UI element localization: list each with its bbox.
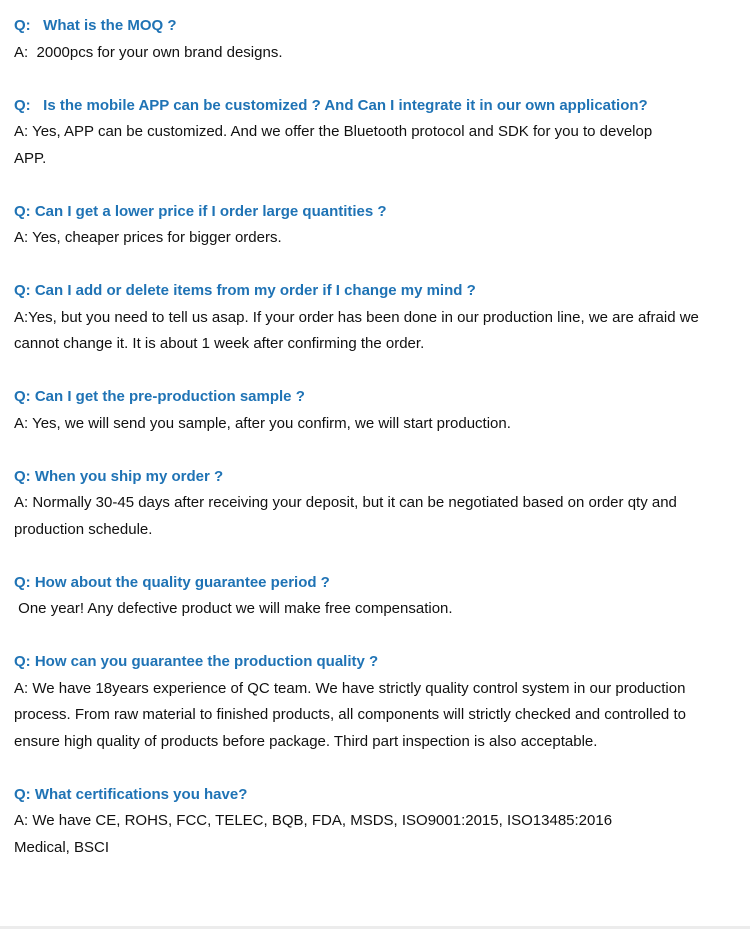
faq-question: Q: What certifications you have?: [14, 785, 248, 803]
faq-question: Q: When you ship my order ?: [14, 467, 224, 485]
faq-item-moq: [14, 13, 724, 66]
faq-answer: A: We have 18years experience of QC team. We have strictly quality control system in our production process. From raw material to finished products, all components will strictly checked and controlled to ensure high quality of products before package. Third part inspection is also acceptable.: [14, 679, 691, 750]
faq-question: Q: How can you guarantee the production quality ?: [14, 653, 379, 670]
faq-question: Q: How about the quality guarantee period ?: [14, 573, 330, 591]
faq-item-sample: [14, 384, 724, 437]
faq-item-change-order: [14, 278, 724, 358]
faq-answer: A:Yes, but you need to tell us asap. If your order has been done in our production line, we are afraid we cannot change it. It is about 1 week after confirming the order.: [14, 308, 704, 352]
faq-question: Q: Can I get a lower price if I order large quantities ?: [14, 202, 387, 220]
faq-question: Q: Is the mobile APP can be customized ? And Can I integrate it in our own application?: [14, 96, 648, 114]
faq-item-guarantee-period: [14, 570, 724, 623]
faq-list: [14, 13, 724, 888]
faq-item-shipping: [14, 464, 724, 544]
faq-question: Q: Can I add or delete items from my order if I change my mind ?: [14, 282, 476, 299]
faq-item-lower-price: [14, 199, 724, 252]
faq-question: Q: Can I get the pre-production sample ?: [14, 388, 305, 405]
faq-answer: A: We have CE, ROHS, FCC, TELEC, BQB, FDA, MSDS, ISO9001:2015, ISO13485:2016 Medical, BSCI: [14, 812, 617, 856]
faq-answer: A: Yes, APP can be customized. And we offer the Bluetooth protocol and SDK for you to develop APP.: [14, 123, 656, 167]
faq-item-quality: [14, 649, 724, 755]
faq-item-app-customization: [14, 93, 724, 173]
faq-answer: A: Yes, cheaper prices for bigger orders.: [14, 229, 282, 246]
faq-answer: One year! Any defective product we will make free compensation.: [14, 600, 453, 617]
faq-answer: A: 2000pcs for your own brand designs.: [14, 43, 283, 61]
faq-item-certifications: [14, 782, 724, 862]
faq-answer: A: Normally 30-45 days after receiving your deposit, but it can be negotiated based on order qty and production schedule.: [14, 494, 682, 538]
faq-question: Q: What is the MOQ ?: [14, 17, 177, 34]
faq-answer: A: Yes, we will send you sample, after you confirm, we will start production.: [14, 414, 511, 432]
